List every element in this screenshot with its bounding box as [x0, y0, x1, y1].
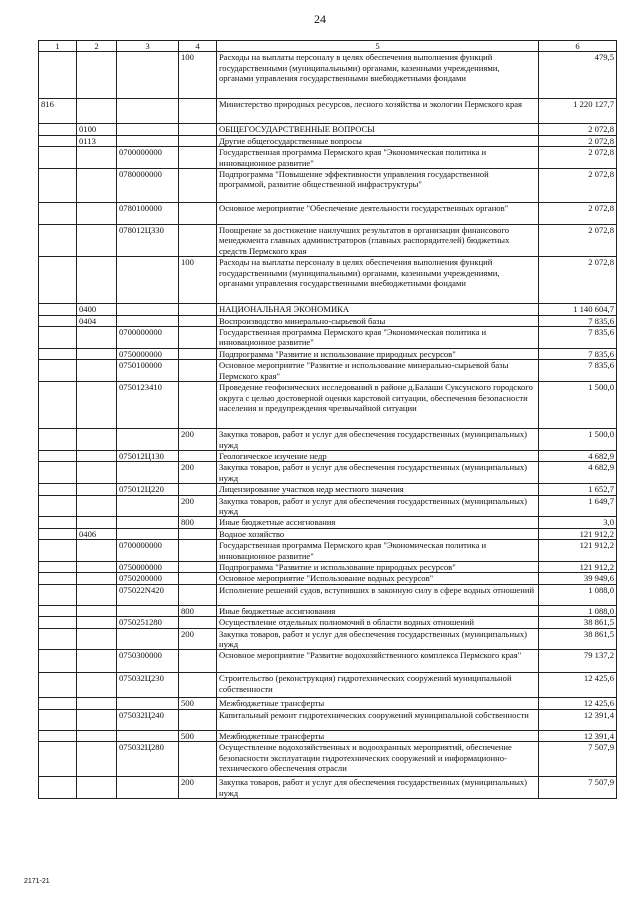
cell-c1 — [39, 327, 77, 349]
header-cell: 2 — [77, 41, 117, 52]
cell-c2: 0406 — [77, 528, 117, 539]
cell-c5: Закупка товаров, работ и услуг для обеспечения государственных (муниципальных) нужд — [217, 429, 539, 451]
cell-c6: 121 912,2 — [539, 540, 617, 562]
table-row — [39, 99, 617, 124]
cell-c3 — [117, 124, 179, 135]
cell-c1 — [39, 484, 77, 495]
cell-c5: Капитальный ремонт гидротехнических сооружений муниципальной собственности — [217, 709, 539, 730]
cell-c5: Межбюджетные трансферты — [217, 730, 539, 741]
cell-c3: 075032Ц230 — [117, 673, 179, 698]
cell-c4: 100 — [179, 257, 217, 304]
table-row — [39, 573, 617, 584]
cell-c2 — [77, 573, 117, 584]
cell-c1 — [39, 584, 77, 605]
table-row — [39, 462, 617, 484]
table-row — [39, 450, 617, 461]
cell-c5: Другие общегосударственные вопросы — [217, 135, 539, 146]
cell-c1 — [39, 315, 77, 326]
cell-c3: 075012Ц130 — [117, 450, 179, 461]
cell-c3 — [117, 429, 179, 451]
cell-c4 — [179, 450, 217, 461]
cell-c4 — [179, 382, 217, 429]
table-row — [39, 605, 617, 616]
cell-c5: Воспроизводство минерально-сырьевой базы — [217, 315, 539, 326]
cell-c5: ОБЩЕГОСУДАРСТВЕННЫЕ ВОПРОСЫ — [217, 124, 539, 135]
cell-c4 — [179, 742, 217, 777]
cell-c4 — [179, 540, 217, 562]
table-row — [39, 495, 617, 517]
cell-c4 — [179, 348, 217, 359]
cell-c5: Осуществление отдельных полномочий в области водных отношений — [217, 617, 539, 628]
cell-c3: 075032Ц280 — [117, 742, 179, 777]
cell-c5: Подпрограмма "Повышение эффективности управления государственной программой, развитие общественной инфраструктуры" — [217, 169, 539, 203]
cell-c3: 0750123410 — [117, 382, 179, 429]
cell-c4: 100 — [179, 52, 217, 99]
table-row — [39, 52, 617, 99]
cell-c5: Государственная программа Пермского края "Экономическая политика и инновационное развитие" — [217, 147, 539, 169]
cell-c2 — [77, 561, 117, 572]
cell-c2 — [77, 169, 117, 203]
cell-c1 — [39, 450, 77, 461]
cell-c4: 200 — [179, 429, 217, 451]
cell-c6: 1 220 127,7 — [539, 99, 617, 124]
cell-c2 — [77, 429, 117, 451]
cell-c6: 4 682,9 — [539, 462, 617, 484]
cell-c4: 200 — [179, 628, 217, 650]
cell-c4 — [179, 315, 217, 326]
table-row — [39, 257, 617, 304]
cell-c1 — [39, 777, 77, 799]
cell-c4: 500 — [179, 698, 217, 709]
cell-c2 — [77, 484, 117, 495]
cell-c6: 12 391,4 — [539, 709, 617, 730]
cell-c5: Расходы на выплаты персоналу в целях обеспечения выполнения функций государственными (муниципальными) органами, казенными учреждениями, органами управления государственными внебюджетными фондами — [217, 52, 539, 99]
cell-c5: Государственная программа Пермского края "Экономическая политика и инновационное развитие" — [217, 327, 539, 349]
cell-c1 — [39, 573, 77, 584]
cell-c1 — [39, 698, 77, 709]
cell-c2 — [77, 628, 117, 650]
table-row — [39, 135, 617, 146]
cell-c1 — [39, 673, 77, 698]
table-row — [39, 147, 617, 169]
table-row — [39, 628, 617, 650]
cell-c5: Расходы на выплаты персоналу в целях обеспечения выполнения функций государственными (муниципальными) органами, казенными учреждениями, органами управления государственными внебюджетными фондами — [217, 257, 539, 304]
cell-c4: 200 — [179, 777, 217, 799]
cell-c1 — [39, 730, 77, 741]
cell-c3: 075012Ц220 — [117, 484, 179, 495]
cell-c3 — [117, 257, 179, 304]
cell-c6: 1 649,7 — [539, 495, 617, 517]
cell-c3: 075032Ц240 — [117, 709, 179, 730]
cell-c4 — [179, 225, 217, 257]
cell-c1 — [39, 124, 77, 135]
table-row — [39, 650, 617, 673]
cell-c3: 078012Ц330 — [117, 225, 179, 257]
cell-c1 — [39, 650, 77, 673]
cell-c5: Межбюджетные трансферты — [217, 698, 539, 709]
table-row — [39, 528, 617, 539]
cell-c4 — [179, 124, 217, 135]
cell-c3: 0700000000 — [117, 147, 179, 169]
cell-c1 — [39, 561, 77, 572]
table-row — [39, 169, 617, 203]
cell-c1 — [39, 742, 77, 777]
cell-c1 — [39, 462, 77, 484]
cell-c3: 0780000000 — [117, 169, 179, 203]
table-row — [39, 730, 617, 741]
cell-c2 — [77, 777, 117, 799]
table-row — [39, 709, 617, 730]
cell-c5: Основное мероприятие "Развитие и использование минерально-сырьевой базы Пермского края" — [217, 360, 539, 382]
header-cell: 1 — [39, 41, 77, 52]
cell-c4 — [179, 561, 217, 572]
cell-c1 — [39, 617, 77, 628]
cell-c6: 479,5 — [539, 52, 617, 99]
cell-c2 — [77, 584, 117, 605]
cell-c4: 200 — [179, 495, 217, 517]
cell-c4 — [179, 484, 217, 495]
cell-c4 — [179, 327, 217, 349]
cell-c3: 0750000000 — [117, 348, 179, 359]
cell-c1 — [39, 52, 77, 99]
cell-c2: 0404 — [77, 315, 117, 326]
table-row — [39, 673, 617, 698]
cell-c5: Строительство (реконструкция) гидротехнических сооружений муниципальной собственности — [217, 673, 539, 698]
cell-c6: 79 137,2 — [539, 650, 617, 673]
cell-c3 — [117, 605, 179, 616]
table-row — [39, 517, 617, 528]
cell-c5: Иные бюджетные ассигнования — [217, 517, 539, 528]
table-row — [39, 584, 617, 605]
cell-c6: 3,0 — [539, 517, 617, 528]
cell-c2 — [77, 495, 117, 517]
cell-c6: 7 835,6 — [539, 348, 617, 359]
cell-c6: 1 088,0 — [539, 605, 617, 616]
cell-c1 — [39, 348, 77, 359]
cell-c6: 12 425,6 — [539, 673, 617, 698]
cell-c3 — [117, 99, 179, 124]
cell-c4 — [179, 573, 217, 584]
cell-c6: 38 861,5 — [539, 628, 617, 650]
cell-c3: 0750300000 — [117, 650, 179, 673]
cell-c2 — [77, 450, 117, 461]
cell-c6: 2 072,8 — [539, 147, 617, 169]
cell-c3 — [117, 528, 179, 539]
cell-c6: 4 682,9 — [539, 450, 617, 461]
cell-c5: Министерство природных ресурсов, лесного хозяйства и экологии Пермского края — [217, 99, 539, 124]
cell-c2 — [77, 327, 117, 349]
cell-c3 — [117, 52, 179, 99]
cell-c2 — [77, 52, 117, 99]
cell-c3: 0780100000 — [117, 203, 179, 225]
cell-c2 — [77, 730, 117, 741]
cell-c6: 39 949,6 — [539, 573, 617, 584]
table-row — [39, 360, 617, 382]
cell-c3 — [117, 495, 179, 517]
cell-c2 — [77, 348, 117, 359]
cell-c5: Закупка товаров, работ и услуг для обеспечения государственных (муниципальных) нужд — [217, 777, 539, 799]
cell-c6: 7 507,9 — [539, 777, 617, 799]
table-header-row — [39, 41, 617, 52]
cell-c3 — [117, 730, 179, 741]
cell-c3: 075022N420 — [117, 584, 179, 605]
cell-c3: 0750100000 — [117, 360, 179, 382]
table-row — [39, 561, 617, 572]
cell-c5: Лицензирование участков недр местного значения — [217, 484, 539, 495]
cell-c6: 121 912,2 — [539, 528, 617, 539]
cell-c4 — [179, 584, 217, 605]
cell-c6: 1 140 604,7 — [539, 304, 617, 315]
cell-c2 — [77, 99, 117, 124]
cell-c6: 2 072,8 — [539, 135, 617, 146]
table-row — [39, 315, 617, 326]
cell-c1 — [39, 169, 77, 203]
cell-c4 — [179, 169, 217, 203]
cell-c4 — [179, 304, 217, 315]
cell-c3 — [117, 135, 179, 146]
cell-c2 — [77, 257, 117, 304]
cell-c5: Подпрограмма "Развитие и использование природных ресурсов" — [217, 561, 539, 572]
table-row — [39, 203, 617, 225]
cell-c4: 800 — [179, 517, 217, 528]
cell-c5: Проведение геофизических исследований в районе д.Балаши Суксунского городского округа с целью достоверной оценки карстовой ситуации, обеспечения безопасности населения и предупреждения чрезвычайной ситуации — [217, 382, 539, 429]
cell-c6: 12 391,4 — [539, 730, 617, 741]
cell-c6: 1 500,0 — [539, 429, 617, 451]
cell-c5: НАЦИОНАЛЬНАЯ ЭКОНОМИКА — [217, 304, 539, 315]
cell-c3: 0750000000 — [117, 561, 179, 572]
cell-c3 — [117, 698, 179, 709]
cell-c6: 2 072,8 — [539, 225, 617, 257]
cell-c6: 2 072,8 — [539, 203, 617, 225]
cell-c1 — [39, 135, 77, 146]
cell-c3: 0700000000 — [117, 327, 179, 349]
cell-c2 — [77, 709, 117, 730]
cell-c5: Иные бюджетные ассигнования — [217, 605, 539, 616]
cell-c2 — [77, 673, 117, 698]
cell-c5: Основное мероприятие "Обеспечение деятельности государственных органов" — [217, 203, 539, 225]
cell-c2 — [77, 698, 117, 709]
cell-c6: 7 835,6 — [539, 360, 617, 382]
cell-c2 — [77, 605, 117, 616]
cell-c4 — [179, 135, 217, 146]
table-row — [39, 484, 617, 495]
cell-c1 — [39, 628, 77, 650]
header-cell: 5 — [217, 41, 539, 52]
cell-c5: Закупка товаров, работ и услуг для обеспечения государственных (муниципальных) нужд — [217, 495, 539, 517]
header-cell: 4 — [179, 41, 217, 52]
cell-c2 — [77, 203, 117, 225]
cell-c1 — [39, 709, 77, 730]
table-row — [39, 327, 617, 349]
table-row — [39, 304, 617, 315]
table-row — [39, 124, 617, 135]
table-row — [39, 382, 617, 429]
cell-c3 — [117, 628, 179, 650]
cell-c5: Исполнение решений судов, вступивших в законную силу в сфере водных отношений — [217, 584, 539, 605]
cell-c6: 121 912,2 — [539, 561, 617, 572]
cell-c3 — [117, 304, 179, 315]
cell-c4 — [179, 203, 217, 225]
cell-c2: 0400 — [77, 304, 117, 315]
cell-c1 — [39, 495, 77, 517]
cell-c1 — [39, 605, 77, 616]
cell-c3: 0750251280 — [117, 617, 179, 628]
budget-table — [38, 40, 617, 799]
cell-c5: Геологическое изучение недр — [217, 450, 539, 461]
table-row — [39, 225, 617, 257]
cell-c5: Закупка товаров, работ и услуг для обеспечения государственных (муниципальных) нужд — [217, 462, 539, 484]
table-row — [39, 742, 617, 777]
cell-c4: 500 — [179, 730, 217, 741]
cell-c5: Основное мероприятие "Использование водных ресурсов" — [217, 573, 539, 584]
cell-c2: 0100 — [77, 124, 117, 135]
table-row — [39, 429, 617, 451]
cell-c3 — [117, 315, 179, 326]
table-row — [39, 698, 617, 709]
cell-c6: 2 072,8 — [539, 169, 617, 203]
cell-c6: 1 500,0 — [539, 382, 617, 429]
cell-c1 — [39, 528, 77, 539]
cell-c6: 7 835,6 — [539, 315, 617, 326]
cell-c5: Закупка товаров, работ и услуг для обеспечения государственных (муниципальных) нужд — [217, 628, 539, 650]
cell-c2 — [77, 462, 117, 484]
cell-c1 — [39, 429, 77, 451]
header-cell: 6 — [539, 41, 617, 52]
cell-c6: 38 861,5 — [539, 617, 617, 628]
table-row — [39, 540, 617, 562]
cell-c3: 0750200000 — [117, 573, 179, 584]
cell-c4 — [179, 99, 217, 124]
cell-c5: Осуществление водохозяйственных и водоохранных мероприятий, обеспечение безопасности эксплуатации гидротехнических сооружений и информационно-технического обеспечения отрасли — [217, 742, 539, 777]
cell-c6: 7 507,9 — [539, 742, 617, 777]
cell-c4 — [179, 709, 217, 730]
cell-c4 — [179, 673, 217, 698]
cell-c1 — [39, 257, 77, 304]
cell-c2 — [77, 382, 117, 429]
cell-c1: 816 — [39, 99, 77, 124]
table-row — [39, 777, 617, 799]
cell-c1 — [39, 225, 77, 257]
cell-c1 — [39, 382, 77, 429]
cell-c1 — [39, 517, 77, 528]
cell-c2 — [77, 617, 117, 628]
cell-c3 — [117, 777, 179, 799]
cell-c2 — [77, 650, 117, 673]
cell-c4 — [179, 617, 217, 628]
cell-c2 — [77, 540, 117, 562]
cell-c2: 0113 — [77, 135, 117, 146]
cell-c4 — [179, 650, 217, 673]
cell-c6: 12 425,6 — [539, 698, 617, 709]
cell-c3: 0700000000 — [117, 540, 179, 562]
cell-c5: Водное хозяйство — [217, 528, 539, 539]
cell-c6: 1 088,0 — [539, 584, 617, 605]
cell-c6: 2 072,8 — [539, 124, 617, 135]
cell-c3 — [117, 517, 179, 528]
cell-c6: 2 072,8 — [539, 257, 617, 304]
cell-c1 — [39, 147, 77, 169]
cell-c4 — [179, 147, 217, 169]
cell-c2 — [77, 360, 117, 382]
cell-c2 — [77, 517, 117, 528]
cell-c4 — [179, 528, 217, 539]
cell-c1 — [39, 304, 77, 315]
cell-c2 — [77, 225, 117, 257]
cell-c2 — [77, 147, 117, 169]
cell-c4: 200 — [179, 462, 217, 484]
cell-c5: Подпрограмма "Развитие и использование природных ресурсов" — [217, 348, 539, 359]
page-number: 24 — [314, 12, 326, 26]
cell-c6: 7 835,6 — [539, 327, 617, 349]
cell-c1 — [39, 203, 77, 225]
cell-c2 — [77, 742, 117, 777]
cell-c1 — [39, 540, 77, 562]
table-row — [39, 617, 617, 628]
cell-c4 — [179, 360, 217, 382]
cell-c5: Государственная программа Пермского края "Экономическая политика и инновационное развитие" — [217, 540, 539, 562]
cell-c3 — [117, 462, 179, 484]
header-cell: 3 — [117, 41, 179, 52]
cell-c5: Основное мероприятие "Развитие водохозяйственного комплекса Пермского края" — [217, 650, 539, 673]
cell-c4: 800 — [179, 605, 217, 616]
table-row — [39, 348, 617, 359]
cell-c6: 1 652,7 — [539, 484, 617, 495]
cell-c5: Поощрение за достижение наилучших результатов в организации финансового менеджмента главных администраторов (главных распорядителей) бюджетных средств Пермского края — [217, 225, 539, 257]
cell-c1 — [39, 360, 77, 382]
document-code: 2171-21 — [24, 878, 50, 885]
